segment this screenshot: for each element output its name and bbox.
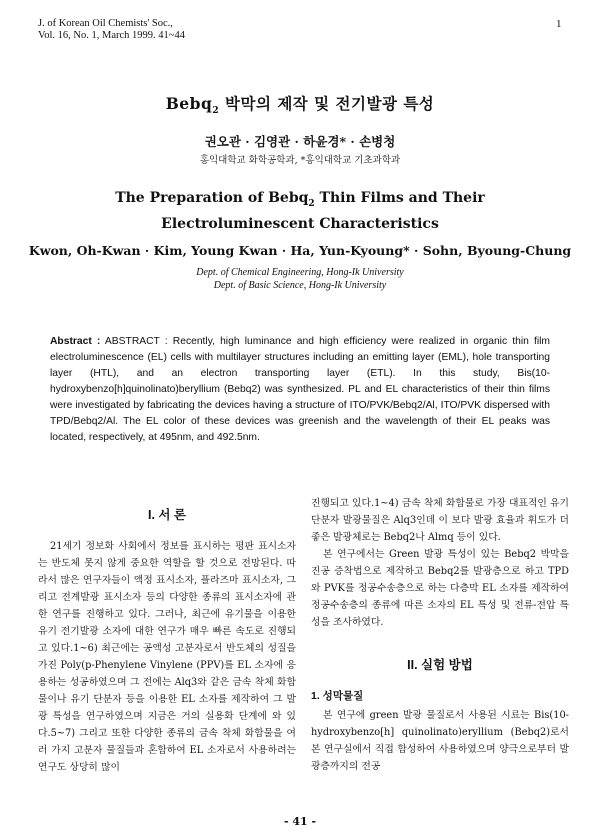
affiliation-english-line-2: Dept. of Basic Science, Hong-Ik University xyxy=(213,280,387,291)
section-2-subheading-1: 1. 성막물질 xyxy=(311,690,364,702)
authors-korean: 권오관 · 김영관 · 하윤경* · 손병청 xyxy=(204,134,396,149)
section-2-heading: II. 실험 방법 xyxy=(407,658,473,672)
affiliation-english-line-1: Dept. of Chemical Engineering, Hong-Ik University xyxy=(196,267,404,278)
abstract-text: ABSTRACT : Recently, high luminance and high efficiency were realized in organic thin film electroluminescence (EL) cells with multilayer structures including an emitting layer (EML), hole transporting layer (HTL), and an electron transporting layer (ETL). In this study, Bis(10-hydroxybenzo[h]quinolinato)beryllium (Bebq2) was synthesized. PL and EL characteristics of their thin films were investigated by fabricating the devices having a structure of ITO/PVK/Bebq2/Al, ITO/PVK dispersed with TPD/Bebq2/Al. The EL color of these devices was greenish and the wavelength of their EL peaks was located, respectively, at 495nm, and 492.5nm. xyxy=(50,336,551,443)
title-korean: Bebq$_2$ 박막의 제작 및 전기발광 특성 xyxy=(165,94,435,117)
journal-line-1: J. of Korean Oil Chemists' Soc., xyxy=(38,18,173,29)
section-1-paragraph-3: 본 연구에서는 Green 발광 특성이 있는 Bebq2 박막을 진공 증착법으로 제작하고 Bebq2를 발광층으로 하고 TPD와 PVK를 정공수송층으로 하는 다층막 EL 소자를 제작하여 정공수송층의 종류에 따른 소자의 EL 특성 및 전류-전압 특성을 조사하였다. xyxy=(311,549,569,628)
abstract-label: Abstract : xyxy=(50,336,101,347)
affiliation-english xyxy=(0,266,600,292)
authors-english: Kwon, Oh-Kwan · Kim, Young Kwan · Ha, Yun-Kyoung* · Sohn, Byoung-Chung xyxy=(28,243,572,258)
header-page-number: 1 xyxy=(556,18,562,30)
page-footer-number: - 41 - xyxy=(283,815,317,828)
section-1-heading: I. 서 론 xyxy=(147,508,187,522)
left-column xyxy=(38,495,296,776)
section-1-paragraph-1: 21세기 정보화 사회에서 정보를 표시하는 평판 표시소자는 반도체 못지 않게 중요한 역할을 할 것으로 전망된다. 따라서 많은 연구자들이 액정 표시소자, 플라즈마 표시소자, 그리고 전계발광 표시소자 등의 다양한 종류의 표시소자에 관한 연구를 진행하고 있다. 그러나, 최근에 유기물을 이용한 유기 전기발광 소자에 대한 연구가 매우 빠른 속도로 진행되고 있다.1~6) 최근에는 공액성 고분자로서 반도체의 성질을 가진 Poly(p-Phenylene Vinylene (PPV)를 EL 소자에 응용하는 성공하였으며 그 전에는 Alq3와 같은 금속 착체 화합물이나 유기 단분자 등을 이용한 EL 소자를 제작하여 그 발광 특성을 연구하였으며 지금은 거의 실용화 단계에 와 있다.5~7) 그리고 또한 다양한 종류의 금속 착체 화합물을 여러 가지 고분자 물질들과 혼합하여 EL 소자로서 사용하려는 연구도 상당히 많이 xyxy=(38,541,296,773)
section-2-paragraph-1: 본 연구에 green 발광 물질로서 사용된 시료는 Bis(10-hydroxybenzo[h] quinolinato)eryllium (Bebq2)로서 본 연구실에서 직접 합성하여 사용하였으며 양극으로부터 발광층까지의 전공 xyxy=(311,710,569,772)
title-english: The Preparation of Bebq$_2$ Thin Films and Their Electroluminescent Characteristics xyxy=(115,190,485,232)
section-1-paragraph-2: 진행되고 있다.1~4) 금속 착체 화합물로 가장 대표적인 유기 단분자 발광물질은 Alq3인데 이 보다 발광 효율과 휘도가 더 좋은 발광체로는 Bebq2나 Almq 등이 있다. xyxy=(311,498,569,543)
journal-citation xyxy=(38,18,185,42)
right-column xyxy=(311,495,569,775)
journal-line-2: Vol. 16, No. 1, March 1999. 41~44 xyxy=(38,30,185,41)
abstract xyxy=(50,334,550,446)
affiliation-korean: 홍익대학교 화학공학과, *홍익대학교 기초과학과 xyxy=(199,155,401,166)
